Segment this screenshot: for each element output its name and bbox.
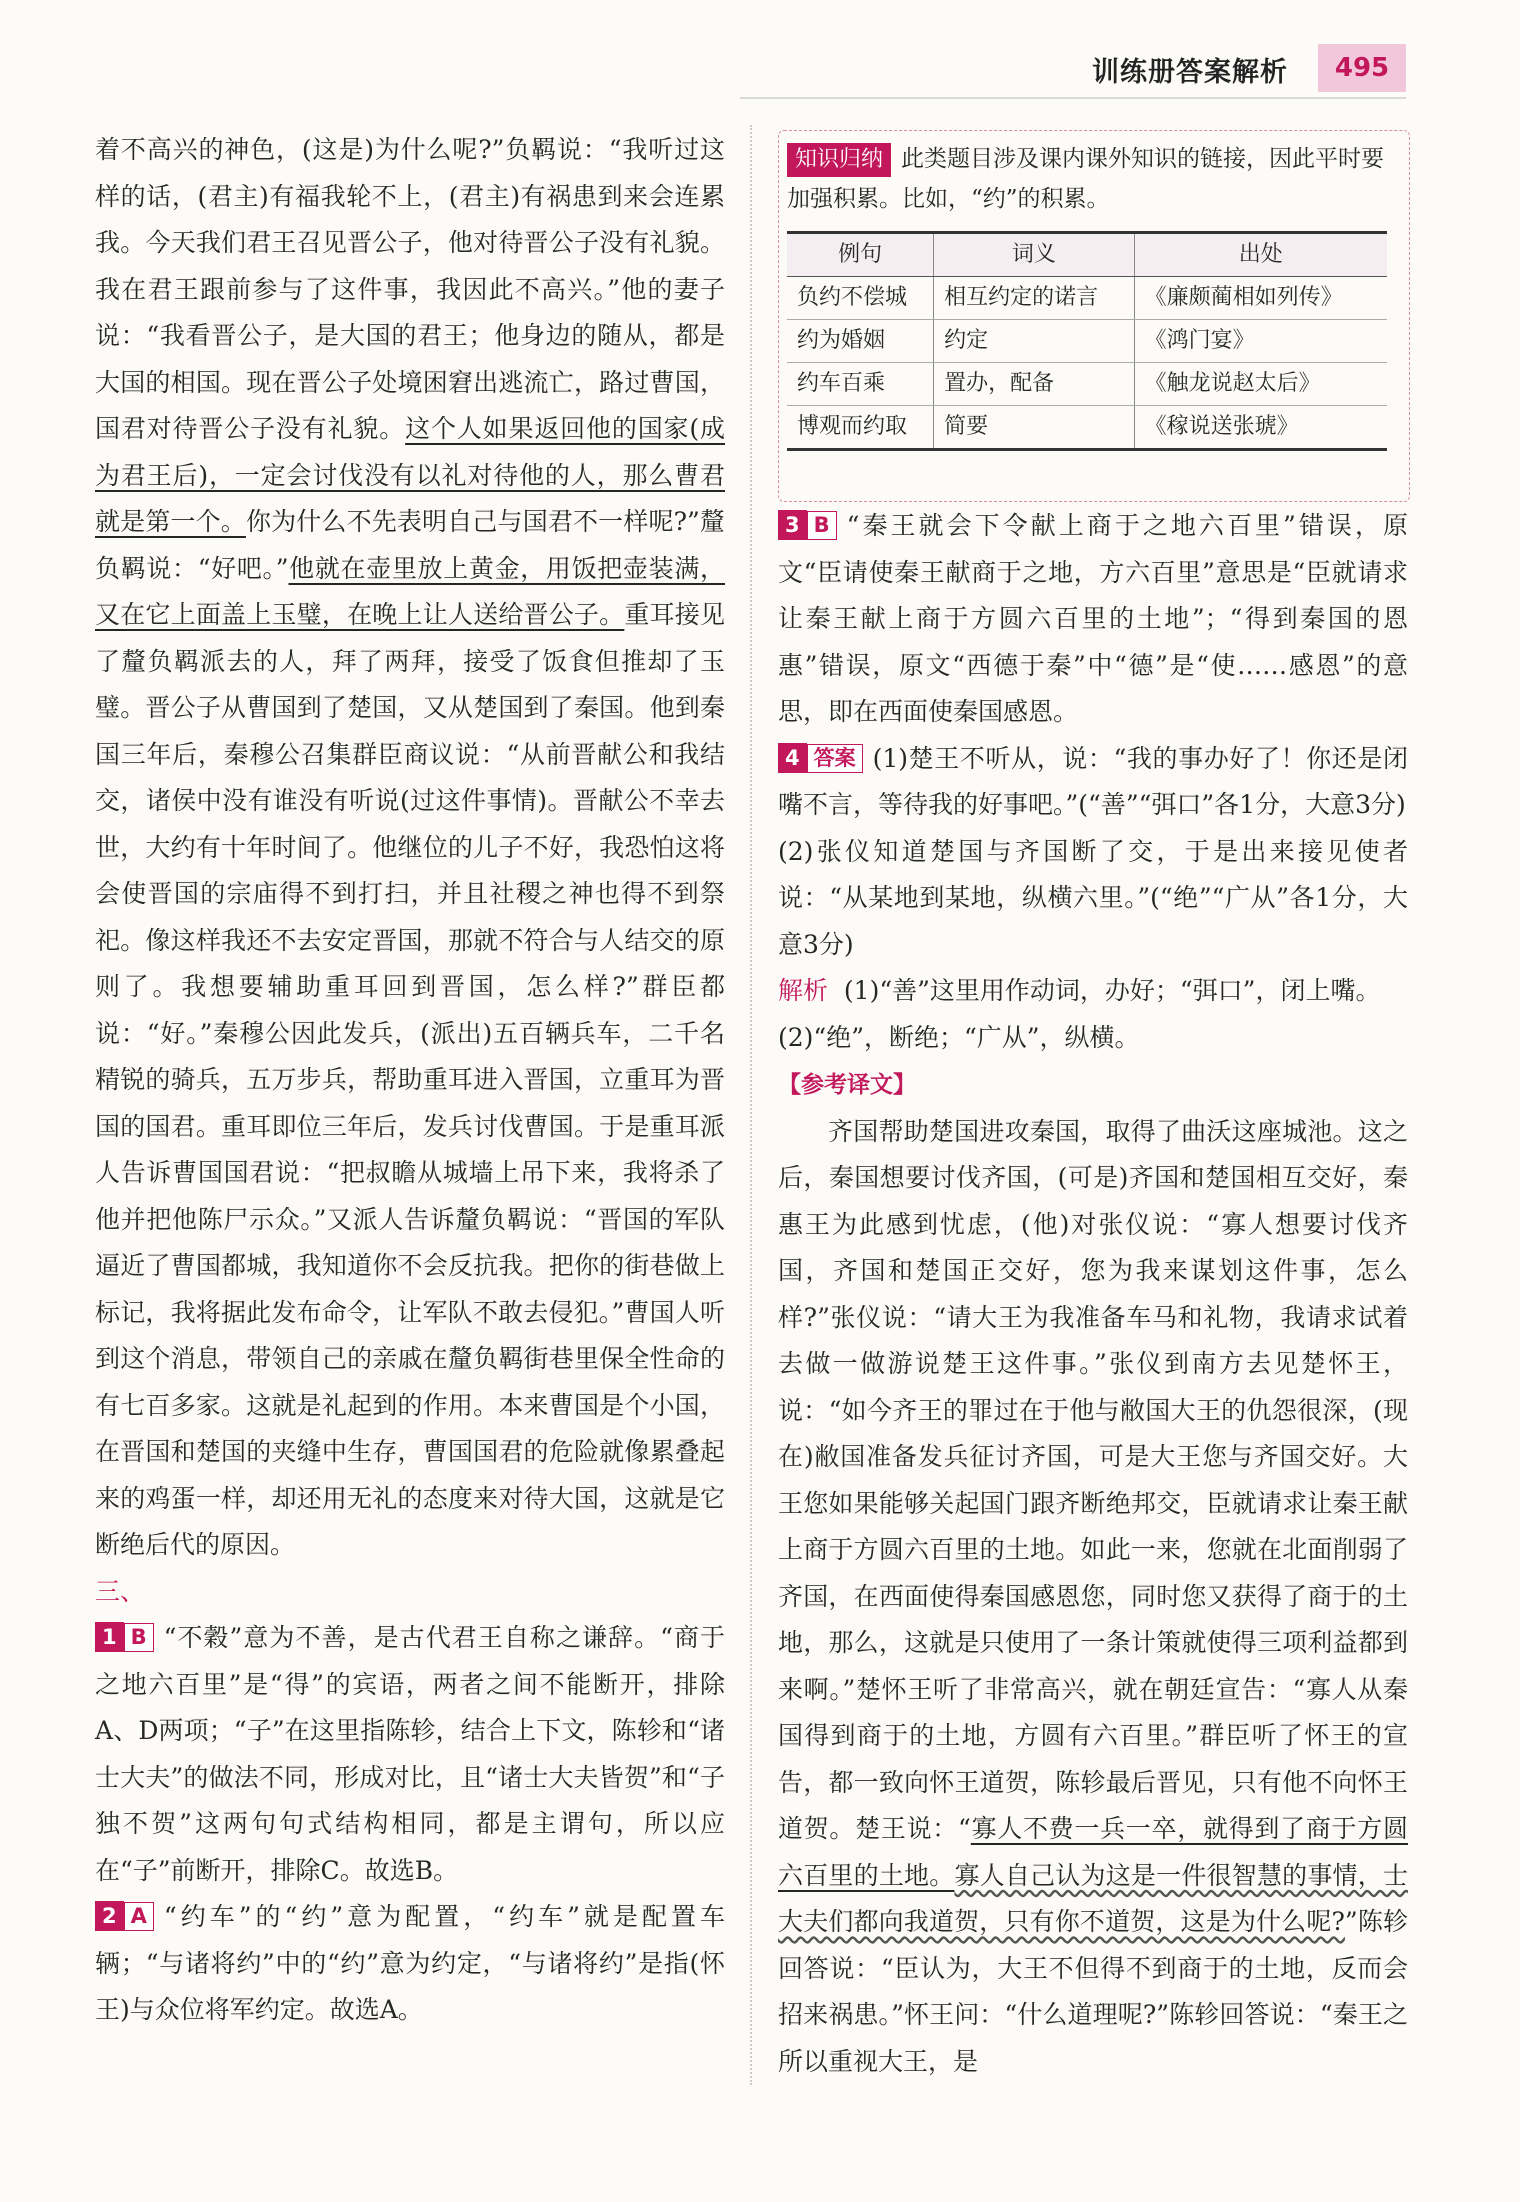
underlined-sentence: 这个人如果返回他的国家(成为君王后)，一定会讨伐没有以礼对待他的人，那么曹君就是第一个。 <box>95 414 725 536</box>
underlined-sentence: 他就在壶里放上黄金，用饭把壶装满，又在它上面盖上玉璧，在晚上让人送给晋公子。 <box>95 553 725 629</box>
table-cell: 《稼说送张琥》 <box>1134 406 1387 450</box>
analysis-1: 解析 (1)“善”这里用作动词，办好；“弭口”，闭上嘴。 <box>778 976 1381 1005</box>
page-number-badge: 495 <box>1318 44 1406 92</box>
table-cell: 约车百乘 <box>787 363 934 406</box>
header-rule <box>740 97 1406 99</box>
reference-translation: 齐国帮助楚国进攻秦国，取得了曲沃这座城池。这之后，秦国想要讨伐齐国，(可是)齐国和楚国相互交好，秦惠王为此感到忧虑，(他)对张仪说：“寡人想要讨伐齐国，齐国和楚国正交好，您为我来谋划这件事，怎么样?”张仪说：“请大王为我准备车马和礼物，我请求试着去做一做游说楚王这件事。”张仪到南方去见楚怀王，说：“如今齐王的罪过在于他与敝国大王的仇怨很深，(现在)敝国准备发兵征讨齐国，可是大王您与齐国交好。大王您如果能够关起国门跟齐断绝邦交，臣就请求让秦王献上商于方圆六百里的土地。如此一来，您就在北面削弱了齐国，在西面使得秦国感恩您，同时您又获得了商于的土地，那么，这就是只使用了一条计策就使得三项利益都到来啊。”楚怀王听了非常高兴，就在朝廷宣告：“寡人从秦国得到商于的土地，方圆有六百里。”群臣听了怀王的宣告，都一致向怀王道贺，陈轸最后晋见，只有他不向怀王道贺。楚王说：“寡人不费一兵一卒，就得到了商于方圆六百里的土地。寡人自己认为这是一件很智慧的事情，士大夫们都向我道贺，只有你不道贺，这是为什么呢?”陈轸回答说：“臣认为，大王不但得不到商于的土地，反而会招来祸患。”怀王问：“什么道理呢?”陈轸回答说：“秦王之所以重视大王，是 <box>778 1116 1409 2076</box>
table-cell: 博观而约取 <box>787 406 934 450</box>
question-3-tag: 3 B <box>778 510 837 540</box>
table-cell: 简要 <box>934 406 1134 450</box>
question-2: 2 A “约车”的“约”意为配置，“约车”就是配置车辆；“与诸将约”中的“约”意为约定，“与诸将约”是指(怀王)与众位将军约定。故选A。 <box>95 1902 725 2024</box>
table-cell: 约为婚姻 <box>787 320 934 363</box>
left-column <box>95 127 725 2034</box>
knowledge-label: 知识归纳 <box>787 143 891 177</box>
knowledge-table <box>787 231 1387 451</box>
table-cell: 置办，配备 <box>934 363 1134 406</box>
underlined-sentence: 寡人不费一兵一卒，就得到了商于方圆六百里的土地。 <box>778 1814 1408 1890</box>
question-3: 3 B “秦王就会下令献上商于之地六百里”错误，原文“臣请使秦王献商于之地，方六百里”意思是“臣就请求让秦王献上商于方圆六百里的土地”；“得到秦国的恩惠”错误，原文“西德于秦”中“德”是“使……感恩”的意思，即在西面使秦国感恩。 <box>778 511 1408 726</box>
question-4-answer-1: 4 答案 (1)楚王不听从，说：“我的事办好了！你还是闭嘴不言，等待我的好事吧。”(“善”“弭口”各1分，大意3分) <box>778 743 1408 819</box>
knowledge-summary-box <box>778 130 1410 502</box>
table-cell: 约定 <box>934 320 1134 363</box>
table-header-row <box>787 233 1387 277</box>
header-title: 训练册答案解析 <box>1092 57 1288 88</box>
analysis-label: 解析 <box>778 976 829 1005</box>
table-cell: 《廉颇蔺相如列传》 <box>1134 277 1387 320</box>
table-cell: 相互约定的诺言 <box>934 277 1134 320</box>
column-divider <box>750 125 752 2085</box>
translation-paragraph: 着不高兴的神色，(这是)为什么呢?”负羁说：“我听过这样的话，(君主)有福我轮不上，(君主)有祸患到来会连累我。今天我们君王召见晋公子，他对待晋公子没有礼貌。我在君王跟前参与了这件事，我因此不高兴。”他的妻子说：“我看晋公子，是大国的君王；他身边的随从，都是大国的相国。现在晋公子处境困窘出逃流亡，路过曹国，国君对待晋公子没有礼貌。这个人如果返回他的国家(成为君王后)，一定会讨伐没有以礼对待他的人，那么曹君就是第一个。你为什么不先表明自己与国君不一样呢?”釐负羁说：“好吧。”他就在壶里放上黄金，用饭把壶装满，又在它上面盖上玉璧，在晚上让人送给晋公子。重耳接见了釐负羁派去的人，拜了两拜，接受了饭食但推却了玉璧。晋公子从曹国到了楚国，又从楚国到了秦国。他到秦国三年后，秦穆公召集群臣商议说：“从前晋献公和我结交，诸侯中没有谁没有听说(过这件事情)。晋献公不幸去世，大约有十年时间了。他继位的儿子不好，我恐怕这将会使晋国的宗庙得不到打扫，并且社稷之神也得不到祭祀。像这样我还不去安定晋国，那就不符合与人结交的原则了。我想要辅助重耳回到晋国，怎么样?”群臣都说：“好。”秦穆公因此发兵，(派出)五百辆兵车，二千名精锐的骑兵，五万步兵，帮助重耳进入晋国，立重耳为晋国的国君。重耳即位三年后，发兵讨伐曹国。于是重耳派人告诉曹国国君说：“把叔瞻从城墙上吊下来，我将杀了他并把他陈尸示众。”又派人告诉釐负羁说：“晋国的军队逼近了曹国都城，我知道你不会反抗我。把你的街巷做上标记，我将据此发布命令，让军队不敢去侵犯。”曹国人听到这个消息，带领自己的亲戚在釐负羁街巷里保全性命的有七百多家。这就是礼起到的作用。本来曹国是个小国，在晋国和楚国的夹缝中生存，曹国国君的危险就像累叠起来的鸡蛋一样，却还用无礼的态度来对待大国，这就是它断绝后代的原因。 <box>95 135 725 1559</box>
table-cell: 负约不偿城 <box>787 277 934 320</box>
analysis-2: (2)“绝”，断绝；“广从”，纵横。 <box>778 1022 1140 1052</box>
question-4-answer-2: (2)张仪知道楚国与齐国断了交，于是出来接见使者说：“从某地到某地，纵横六里。”(“绝”“广从”各1分，大意3分) <box>778 836 1408 959</box>
table-header-cell: 词义 <box>934 233 1134 277</box>
table-header-cell: 例句 <box>787 233 934 277</box>
question-4-tag: 4 答案 <box>778 743 863 773</box>
table-row <box>787 320 1387 363</box>
reference-translation-label: 【参考译文】 <box>778 1072 916 1098</box>
table-cell: 《触龙说赵太后》 <box>1134 363 1387 406</box>
table-row <box>787 363 1387 406</box>
wavy-underlined-sentence: 寡人自己认为这是一件很智慧的事情，士大夫们都向我道贺，只有你不道贺，这是为什么呢? <box>778 1860 1408 1936</box>
table-row <box>787 277 1387 320</box>
knowledge-intro: 知识归纳 此类题目涉及课内课外知识的链接，因此平时要加强积累。比如，“约”的积累。 <box>787 139 1399 219</box>
question-1: 1 B “不穀”意为不善，是古代君王自称之谦辞。“商于之地六百里”是“得”的宾语，两者之间不能断开，排除A、D两项；“子”在这里指陈轸，结合上下文，陈轸和“诸士大夫”的做法不同，形成对比，且“诸士大夫皆贺”和“子独不贺”这两句句式结构相同，都是主谓句，所以应在“子”前断开，排除C。故选B。 <box>95 1623 725 1885</box>
question-1-tag: 1 B <box>95 1622 154 1652</box>
question-2-tag: 2 A <box>95 1901 154 1931</box>
right-column <box>778 503 1408 2085</box>
table-row <box>787 406 1387 450</box>
section-label: 三、 <box>95 1576 146 1606</box>
table-header-cell: 出处 <box>1134 233 1387 277</box>
table-cell: 《鸿门宴》 <box>1134 320 1387 363</box>
